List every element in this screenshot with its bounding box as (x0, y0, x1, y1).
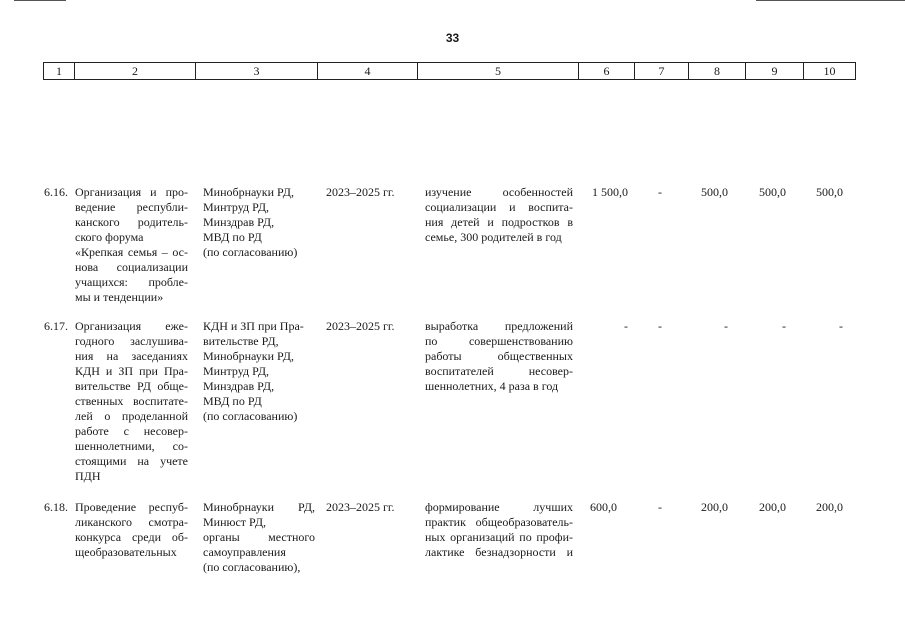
text-line: конкурса среди об- (75, 530, 188, 544)
text-line: КДН и ЗП при Пра- (75, 364, 188, 378)
text-line: ведение республи- (75, 200, 188, 214)
text-line: самоуправления (203, 545, 286, 559)
text-line: работы общественных (425, 349, 573, 363)
text-line: (по согласованию) (203, 409, 298, 423)
activity-name (75, 319, 188, 484)
value-col-9: 200,0 (759, 500, 786, 514)
text-line: мы и тенденции» (75, 290, 164, 304)
text-line: вительстве РД, (203, 334, 279, 348)
header-col-4: 4 (317, 63, 417, 79)
executors (203, 500, 315, 575)
text-line: выработка предложений (425, 319, 573, 333)
text-line: Проведение респуб- (75, 500, 188, 514)
text-line: «Крепкая семья – ос- (75, 245, 188, 259)
text-line: щеобразовательных (75, 545, 177, 559)
text-line: лей о проделанной (75, 409, 188, 423)
value-col-7: - (658, 185, 662, 199)
text-line: ПДН (75, 469, 101, 483)
text-line: (по согласованию), (203, 560, 301, 574)
expected-result (425, 500, 573, 560)
text-line: Организация и про- (75, 185, 188, 199)
header-col-9: 9 (745, 63, 803, 79)
executors (203, 185, 315, 260)
text-line: канского родитель- (75, 215, 188, 229)
period: 2023–2025 гг. (326, 185, 395, 199)
text-line: работе с несовер- (75, 424, 188, 438)
header-col-5: 5 (417, 63, 578, 79)
text-line: изучение особенностей (425, 185, 573, 199)
text-line: социализации и воспита- (425, 200, 573, 214)
value-col-7: - (658, 500, 662, 514)
expected-result (425, 319, 573, 394)
text-line: Минтруд РД, (203, 364, 270, 378)
value-col-7: - (658, 319, 662, 333)
text-line: (по согласованию) (203, 245, 298, 259)
text-line: годного заслушива- (75, 334, 188, 348)
text-line: нова социализации (75, 260, 188, 274)
value-col-8: 200,0 (701, 500, 728, 514)
top-edge-line-left (14, 0, 66, 1)
text-line: Минюст РД, (203, 515, 267, 529)
row-number: 6.16. (44, 185, 68, 199)
text-line: воспитателей несовер- (425, 364, 573, 378)
text-line: МВД по РД (203, 394, 262, 408)
value-col-9: - (782, 319, 786, 333)
text-line: Минтруд РД, (203, 200, 270, 214)
header-col-8: 8 (688, 63, 745, 79)
value-col-9: 500,0 (759, 185, 786, 199)
header-col-2: 2 (74, 63, 195, 79)
text-line: МВД по РД (203, 230, 262, 244)
text-line: по совершенствованию (425, 334, 573, 348)
text-line: семье, 300 родителей в год (425, 230, 562, 244)
header-col-1: 1 (43, 63, 74, 79)
text-line: практик общеобразователь- (425, 515, 573, 529)
row-number: 6.17. (44, 319, 68, 333)
header-col-7: 7 (634, 63, 688, 79)
row-number: 6.18. (44, 500, 68, 514)
text-line: ния на заседаниях (75, 349, 188, 363)
header-col-3: 3 (195, 63, 317, 79)
table-header-row (43, 62, 856, 80)
value-col-6: 600,0 (590, 500, 617, 514)
period: 2023–2025 гг. (326, 319, 395, 333)
text-line: стоящими на учете (75, 454, 188, 468)
value-col-8: 500,0 (701, 185, 728, 199)
text-line: Минобрнауки РД, (203, 185, 294, 199)
text-line: Минобрнауки РД, (203, 349, 294, 363)
value-col-10: - (839, 319, 843, 333)
text-line: ственных воспитате- (75, 394, 188, 408)
text-line: Минздрав РД, (203, 379, 275, 393)
executors (203, 319, 315, 424)
page-number: 33 (445, 31, 460, 45)
text-line: лактике безнадзорности и (425, 545, 573, 559)
activity-name (75, 500, 188, 560)
period: 2023–2025 гг. (326, 500, 395, 514)
text-line: формирование лучших (425, 500, 573, 514)
text-line: Организация еже- (75, 319, 188, 333)
text-line: шеннолетних, 4 раза в год (425, 379, 559, 393)
text-line: учащихся: пробле- (75, 275, 188, 289)
text-line: ных организаций по профи- (425, 530, 573, 544)
text-line: Минобрнауки РД, (203, 500, 315, 514)
text-line: шеннолетними, со- (75, 439, 188, 453)
text-line: ского форума (75, 230, 144, 244)
value-col-6: 1 500,0 (592, 185, 628, 199)
top-edge-line-right (756, 0, 905, 1)
text-line: ния детей и подростков в (425, 215, 573, 229)
value-col-8: - (724, 319, 728, 333)
text-line: органы местного (203, 530, 315, 544)
value-col-6: - (624, 319, 628, 333)
text-line: вительстве РД обще- (75, 379, 188, 393)
expected-result (425, 185, 573, 245)
text-line: Минздрав РД, (203, 215, 275, 229)
value-col-10: 500,0 (816, 185, 843, 199)
activity-name (75, 185, 188, 305)
text-line: КДН и ЗП при Пра- (203, 319, 304, 333)
header-col-10: 10 (803, 63, 856, 79)
value-col-10: 200,0 (816, 500, 843, 514)
text-line: ликанского смотра- (75, 515, 188, 529)
header-col-6: 6 (578, 63, 634, 79)
